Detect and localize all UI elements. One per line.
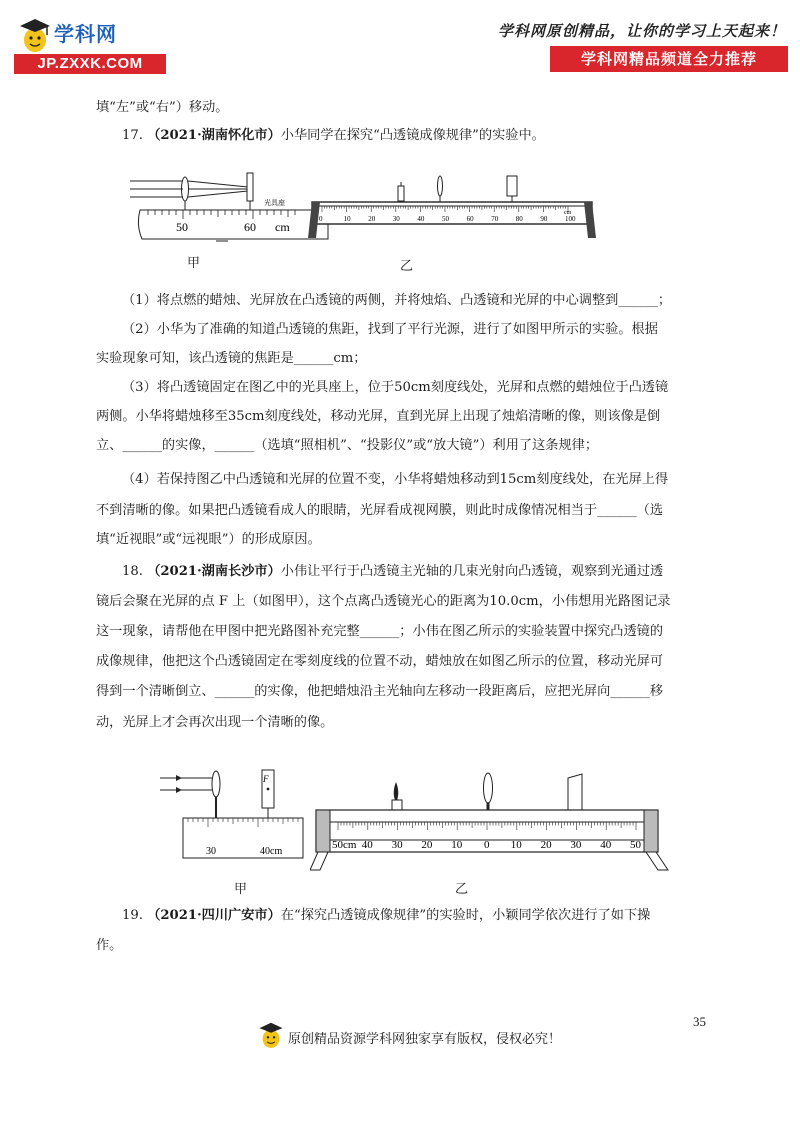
ruler-label: 90 — [540, 215, 548, 223]
text-line: 得到一个清晰倒立、______的实像，他把蜡烛沿主光轴向左移动一段距离后，应把光屏向______移 — [96, 684, 664, 699]
question-number: 19. — [122, 908, 143, 923]
ruler-label: 50cm — [332, 839, 357, 851]
ruler-label: 30 — [570, 839, 582, 851]
ruler-label: 70 — [491, 215, 499, 223]
ruler-label: 30 — [391, 839, 403, 851]
ruler-label: 0 — [484, 839, 490, 851]
ruler-label: 10 — [451, 839, 463, 851]
figure-label: 甲 — [187, 256, 201, 271]
ruler-label: 20 — [540, 839, 552, 851]
figure-label: 甲 — [234, 882, 248, 897]
ruler-label: 40 — [417, 215, 425, 223]
logo-title: 学科网 — [54, 22, 117, 46]
ruler-label: 60 — [244, 220, 256, 234]
ruler-label: 0 — [319, 215, 323, 223]
header-slogan: 学科网原创精品，让你的学习上天起来！ — [497, 22, 786, 40]
ruler-label: 100 — [565, 215, 576, 223]
ruler-label: 10 — [510, 839, 522, 851]
figure-17-yi — [306, 172, 598, 242]
copyright-notice: 原创精品资源学科网独家享有版权，侵权必究！ — [288, 1032, 562, 1047]
focus-label: F — [263, 774, 269, 784]
figure-label: 乙 — [400, 259, 414, 274]
question-18-heading — [96, 559, 706, 584]
ruler-label: 20 — [368, 215, 376, 223]
question-stem: 在“探究凸透镜成像规律”的实验时，小颖同学依次进行了如下操 — [280, 908, 651, 923]
bench-label: 光具座 — [264, 199, 285, 207]
text-line: （4）若保持图乙中凸透镜和光屏的位置不变，小华将蜡烛移动到15cm刻度线处，在光屏上得 — [122, 472, 669, 487]
ruler-label: 50 — [630, 839, 641, 851]
question-17-heading — [96, 123, 706, 148]
figure-17-jia — [128, 163, 333, 243]
ruler-label: 40 — [600, 839, 612, 851]
site-logo[interactable] — [12, 14, 162, 76]
ruler-unit: cm — [275, 220, 290, 234]
text-line: 不到清晰的像。如果把凸透镜看成人的眼睛，光屏看成视网膜，则此时成像情况相当于______（选 — [96, 503, 664, 518]
text-line: 作。 — [96, 938, 123, 953]
question-number: 17. — [122, 128, 143, 143]
text-line: 填“左”或“右”）移动。 — [96, 100, 229, 115]
text-line: 两侧。小华将蜡烛移至35cm刻度线处，移动光屏，直到光屏上出现了烛焰清晰的像，则该像是倒 — [96, 409, 661, 424]
ruler-label: 60 — [466, 215, 474, 223]
text-line: 实验现象可知，该凸透镜的焦距是______cm； — [96, 351, 367, 366]
ruler-label: 20 — [421, 839, 433, 851]
text-line: （2）小华为了准确的知道凸透镜的焦距，找到了平行光源，进行了如图甲所示的实验。根据 — [122, 322, 658, 337]
question-stem: 小伟让平行于凸透镜主光轴的几束光射向凸透镜，观察到光通过透 — [280, 564, 664, 579]
page-footer — [0, 1010, 800, 1070]
figure-label: 乙 — [455, 882, 469, 897]
logo-url: JP.ZXXK.COM — [14, 54, 166, 74]
figure-18-jia — [158, 766, 306, 862]
question-source: （2021·湖南长沙市） — [147, 564, 281, 579]
text-line: 动，光屏上才会再次出现一个清晰的像。 — [96, 715, 334, 730]
figure-18-yi — [310, 770, 682, 874]
page-header — [0, 0, 800, 90]
ruler-label: 80 — [515, 215, 523, 223]
text-line: （3）将凸透镜固定在图乙中的光具座上，位于50cm刻度线处，光屏和点燃的蜡烛位于凸透镜 — [122, 380, 669, 395]
ruler-label: 30 — [206, 846, 216, 857]
text-line: 填“近视眼”或“远视眼”）的形成原因。 — [96, 532, 321, 547]
text-line: （1）将点燃的蜡烛、光屏放在凸透镜的两侧，并将烛焰、凸透镜和光屏的中心调整到______； — [122, 293, 672, 308]
mascot-icon — [258, 1020, 284, 1050]
text-line: 镜后会聚在光屏的点 F 上（如图甲），这个点离凸透镜光心的距离为10.0cm，小伟想用光路图记录 — [96, 594, 671, 609]
question-stem: 小华同学在探究“凸透镜成像规律”的实验中。 — [280, 128, 545, 143]
ruler-label: 50 — [442, 215, 449, 223]
ruler-unit: cm — [564, 210, 572, 216]
page-number: 35 — [693, 1014, 706, 1029]
text-line: 成像规律，他把这个凸透镜固定在零刻度线的位置不动，蜡烛放在如图乙所示的位置，移动光屏可 — [96, 654, 664, 669]
ruler-label: 50 — [176, 220, 188, 234]
ruler-label: 30 — [392, 215, 400, 223]
question-number: 18. — [122, 564, 143, 579]
question-source: （2021·四川广安市） — [147, 908, 281, 923]
ruler-label: 10 — [343, 215, 351, 223]
ruler-label: 40 — [361, 839, 373, 851]
ruler-label: 40cm — [260, 846, 283, 857]
header-banner: 学科网精品频道全力推荐 — [550, 46, 788, 72]
text-line: 立、______的实像，______（选填“照相机”、“投影仪”或“放大镜”）利用了这条规律； — [96, 438, 599, 453]
question-source: （2021·湖南怀化市） — [147, 128, 281, 143]
question-19-heading — [96, 903, 706, 928]
mascot-icon — [18, 16, 52, 54]
text-line: 这一现象，请帮他在甲图中把光路图补充完整______；小伟在图乙所示的实验装置中探究凸透镜的 — [96, 624, 664, 639]
